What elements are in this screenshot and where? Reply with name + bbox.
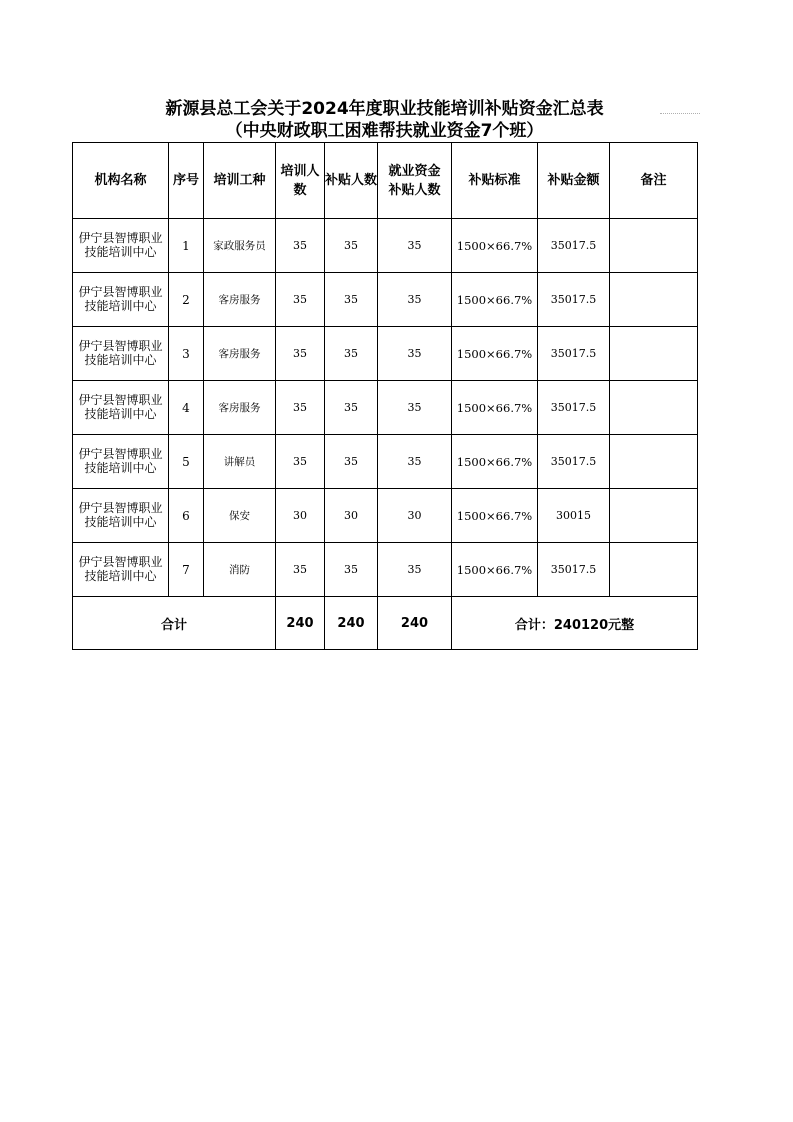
cell-standard: 1500×66.7%: [452, 543, 538, 597]
total-subsidized: 240: [325, 597, 378, 650]
cell-org: 伊宁县智博职业技能培训中心: [73, 543, 169, 597]
total-employment: 240: [378, 597, 452, 650]
table-row: [73, 273, 698, 327]
total-row: [73, 597, 698, 650]
cell-standard: 1500×66.7%: [452, 327, 538, 381]
cell-type: 家政服务员: [204, 219, 276, 273]
cell-seq: 1: [169, 219, 204, 273]
cell-amount: 35017.5: [538, 381, 610, 435]
subsidy-summary-table: [72, 142, 698, 650]
cell-trained: 35: [276, 381, 325, 435]
cell-org: 伊宁县智博职业技能培训中心: [73, 381, 169, 435]
page-title: 新源县总工会关于2024年度职业技能培训补贴资金汇总表: [165, 99, 604, 119]
cell-standard: 1500×66.7%: [452, 219, 538, 273]
cell-org: 伊宁县智博职业技能培训中心: [73, 489, 169, 543]
header-type: 培训工种: [204, 143, 276, 219]
cell-seq: 7: [169, 543, 204, 597]
header-employment: 就业资金补贴人数: [378, 143, 452, 219]
header-amount: 补贴金额: [538, 143, 610, 219]
header-trained: 培训人数: [276, 143, 325, 219]
cell-subsidized: 35: [325, 543, 378, 597]
cell-trained: 35: [276, 435, 325, 489]
table-header-row: [73, 143, 698, 219]
cell-note: [610, 381, 698, 435]
cell-amount: 30015: [538, 489, 610, 543]
cell-type: 保安: [204, 489, 276, 543]
cell-amount: 35017.5: [538, 327, 610, 381]
cell-seq: 2: [169, 273, 204, 327]
cell-trained: 35: [276, 273, 325, 327]
cell-note: [610, 273, 698, 327]
dotted-mark: [660, 113, 700, 116]
cell-seq: 5: [169, 435, 204, 489]
cell-org: 伊宁县智博职业技能培训中心: [73, 273, 169, 327]
total-label: 合计: [73, 597, 276, 650]
cell-subsidized: 35: [325, 435, 378, 489]
table-row: [73, 543, 698, 597]
cell-type: 讲解员: [204, 435, 276, 489]
cell-amount: 35017.5: [538, 273, 610, 327]
cell-subsidized: 35: [325, 327, 378, 381]
cell-employment: 35: [378, 219, 452, 273]
cell-standard: 1500×66.7%: [452, 435, 538, 489]
cell-employment: 35: [378, 273, 452, 327]
table-row: [73, 489, 698, 543]
cell-note: [610, 489, 698, 543]
cell-standard: 1500×66.7%: [452, 489, 538, 543]
cell-amount: 35017.5: [538, 435, 610, 489]
header-note: 备注: [610, 143, 698, 219]
cell-org: 伊宁县智博职业技能培训中心: [73, 435, 169, 489]
cell-org: 伊宁县智博职业技能培训中心: [73, 219, 169, 273]
cell-note: [610, 327, 698, 381]
cell-trained: 30: [276, 489, 325, 543]
cell-type: 消防: [204, 543, 276, 597]
cell-type: 客房服务: [204, 273, 276, 327]
header-standard: 补贴标准: [452, 143, 538, 219]
header-seq: 序号: [169, 143, 204, 219]
cell-note: [610, 543, 698, 597]
table-row: [73, 327, 698, 381]
cell-seq: 3: [169, 327, 204, 381]
cell-employment: 30: [378, 489, 452, 543]
cell-note: [610, 219, 698, 273]
table-row: [73, 219, 698, 273]
cell-type: 客房服务: [204, 327, 276, 381]
cell-trained: 35: [276, 543, 325, 597]
cell-employment: 35: [378, 327, 452, 381]
table-row: [73, 381, 698, 435]
cell-seq: 6: [169, 489, 204, 543]
cell-trained: 35: [276, 219, 325, 273]
cell-standard: 1500×66.7%: [452, 273, 538, 327]
cell-seq: 4: [169, 381, 204, 435]
cell-type: 客房服务: [204, 381, 276, 435]
total-trained: 240: [276, 597, 325, 650]
cell-employment: 35: [378, 543, 452, 597]
table-row: [73, 435, 698, 489]
cell-org: 伊宁县智博职业技能培训中心: [73, 327, 169, 381]
cell-subsidized: 35: [325, 273, 378, 327]
cell-subsidized: 35: [325, 219, 378, 273]
cell-amount: 35017.5: [538, 219, 610, 273]
cell-subsidized: 30: [325, 489, 378, 543]
cell-trained: 35: [276, 327, 325, 381]
cell-subsidized: 35: [325, 381, 378, 435]
header-subsidized: 补贴人数: [325, 143, 378, 219]
header-org: 机构名称: [73, 143, 169, 219]
cell-employment: 35: [378, 381, 452, 435]
cell-employment: 35: [378, 435, 452, 489]
total-amount: 合计：240120元整: [452, 597, 698, 650]
cell-note: [610, 435, 698, 489]
cell-standard: 1500×66.7%: [452, 381, 538, 435]
cell-amount: 35017.5: [538, 543, 610, 597]
page-subtitle: （中央财政职工困难帮扶就业资金7个班）: [225, 121, 544, 141]
